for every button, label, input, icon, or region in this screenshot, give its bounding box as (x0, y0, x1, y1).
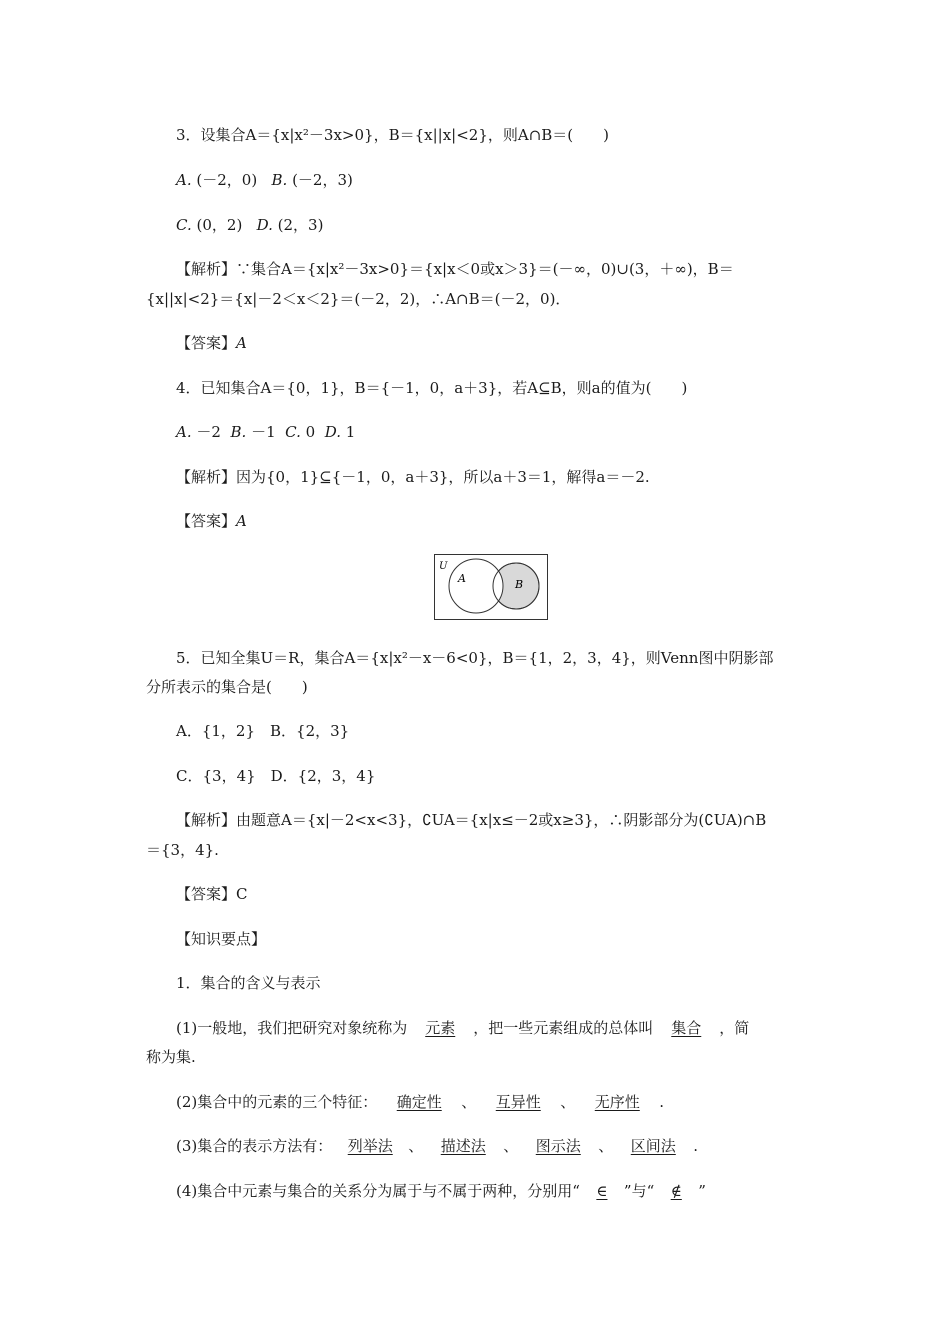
q4-answer (176, 511, 247, 531)
q3-option-c-text: (0，2) (196, 216, 243, 234)
item2-blank-distinctness: 互异性 (495, 1093, 541, 1111)
section-1-title: 1．集合的含义与表示 (176, 974, 321, 992)
q4-option-a-letter: A. (176, 423, 192, 441)
item1-blank-set: 集合 (671, 1019, 702, 1037)
q5-stem-line1: 5．已知全集U＝R，集合A＝{x|x²－x－6<0}，B＝{1，2，3，4}，则Venn图中阴影部 (176, 649, 774, 667)
item4-text-a: (4)集合中元素与集合的关系分为属于与不属于两种，分别用“ (176, 1182, 580, 1200)
item1-text-a: (1)一般地，我们把研究对象统称为 (176, 1019, 408, 1037)
q4-option-c-text: 0 (305, 423, 316, 441)
item4-blank-not-belongs: ∉ (670, 1182, 682, 1200)
item2-sep-1: 、 (461, 1093, 477, 1111)
item2-text-a: (2)集合中的元素的三个特征： (176, 1093, 378, 1111)
venn-label-a: A (458, 572, 466, 585)
q3-analysis-line1: 【解析】∵集合A＝{x|x²－3x>0}＝{x|x＜0或x＞3}＝(－∞，0)∪(3，＋∞)，B＝ (176, 260, 734, 278)
q3-answer-value: A (236, 334, 247, 352)
q5-analysis-line1: 【解析】由题意A＝{x|－2<x<3}，∁UA＝{x|x≤－2或x≥3}，∴阴影部分为(∁UA)∩B (176, 811, 767, 829)
item1-text-c: ，简 (719, 1019, 750, 1037)
q3-answer-label: 【答案】 (176, 334, 237, 352)
q3-option-a-text: (－2，0) (196, 171, 258, 189)
q4-option-b-letter: B. (230, 423, 247, 441)
knowledge-item-3 (176, 1136, 698, 1156)
item2-blank-definiteness: 确定性 (396, 1093, 442, 1111)
q4-option-c-letter: C. (285, 423, 301, 441)
item3-text-a: (3)集合的表示方法有： (176, 1137, 333, 1155)
q4-option-d-letter: D. (324, 423, 342, 441)
q5-options-cd: C．{3，4} D．{2，3，4} (176, 767, 376, 785)
item3-blank-diagram: 图示法 (535, 1137, 581, 1155)
q3-analysis-line2: {x||x|<2}＝{x|－2＜x＜2}＝(－2，2)，∴A∩B＝(－2，0)． (146, 290, 571, 308)
q5-answer: 【答案】C (176, 885, 248, 903)
q4-option-a-text: －2 (196, 423, 221, 441)
q3-option-d-text: (2，3) (277, 216, 324, 234)
item2-sep-2: 、 (560, 1093, 576, 1111)
q4-option-d-text: 1 (345, 423, 356, 441)
q4-answer-value: A (236, 512, 247, 530)
q5-stem-line2: 分所表示的集合是( ) (146, 678, 308, 696)
q3-option-a-letter: A. (176, 171, 192, 189)
venn-set-a-circle (449, 559, 503, 613)
item3-blank-description: 描述法 (440, 1137, 486, 1155)
knowledge-item-1-cont: 称为集. (146, 1048, 196, 1066)
item3-period: . (693, 1137, 699, 1155)
item1-text-b: ，把一些元素组成的总体叫 (473, 1019, 654, 1037)
knowledge-heading: 【知识要点】 (176, 930, 267, 948)
item3-blank-interval: 区间法 (630, 1137, 676, 1155)
item1-blank-element: 元素 (425, 1019, 456, 1037)
item2-period: . (659, 1093, 665, 1111)
q4-answer-label: 【答案】 (176, 512, 237, 530)
q4-option-b-text: －1 (251, 423, 276, 441)
q4-options (176, 422, 355, 442)
q5-analysis-line2: ＝{3，4}. (146, 841, 219, 859)
q3-option-b-text: (－2，3) (292, 171, 353, 189)
q3-option-d-letter: D. (256, 216, 273, 234)
q4-stem: 4．已知集合A＝{0，1}，B＝{－1，0，a＋3}，若A⊆B，则a的值为( ) (176, 379, 688, 397)
q4-analysis: 【解析】因为{0，1}⊆{－1，0，a＋3}，所以a＋3＝1，解得a＝－2. (176, 468, 650, 486)
venn-diagram (434, 554, 548, 620)
knowledge-item-4 (176, 1181, 706, 1201)
item3-sep-2: 、 (503, 1137, 519, 1155)
venn-label-u: U (439, 561, 448, 572)
item2-blank-unorderedness: 无序性 (594, 1093, 640, 1111)
item4-text-b: ”与“ (623, 1182, 655, 1200)
q3-option-b-letter: B. (271, 171, 288, 189)
q5-options-ab: A．{1，2} B．{2，3} (176, 722, 350, 740)
knowledge-item-2 (176, 1092, 664, 1112)
q3-option-c-letter: C. (176, 216, 192, 234)
q3-answer (176, 333, 247, 353)
item3-blank-roster: 列举法 (347, 1137, 393, 1155)
venn-label-b: B (515, 578, 524, 591)
item4-blank-belongs: ∈ (596, 1182, 608, 1200)
q3-options-cd (176, 215, 323, 235)
knowledge-item-1 (176, 1018, 749, 1038)
item3-sep-1: 、 (408, 1137, 424, 1155)
q3-options-ab (176, 170, 353, 190)
item4-text-c: ” (698, 1182, 706, 1200)
item3-sep-3: 、 (598, 1137, 614, 1155)
q3-stem: 3．设集合A＝{x|x²－3x>0}，B＝{x||x|<2}，则A∩B＝( ) (176, 126, 609, 144)
